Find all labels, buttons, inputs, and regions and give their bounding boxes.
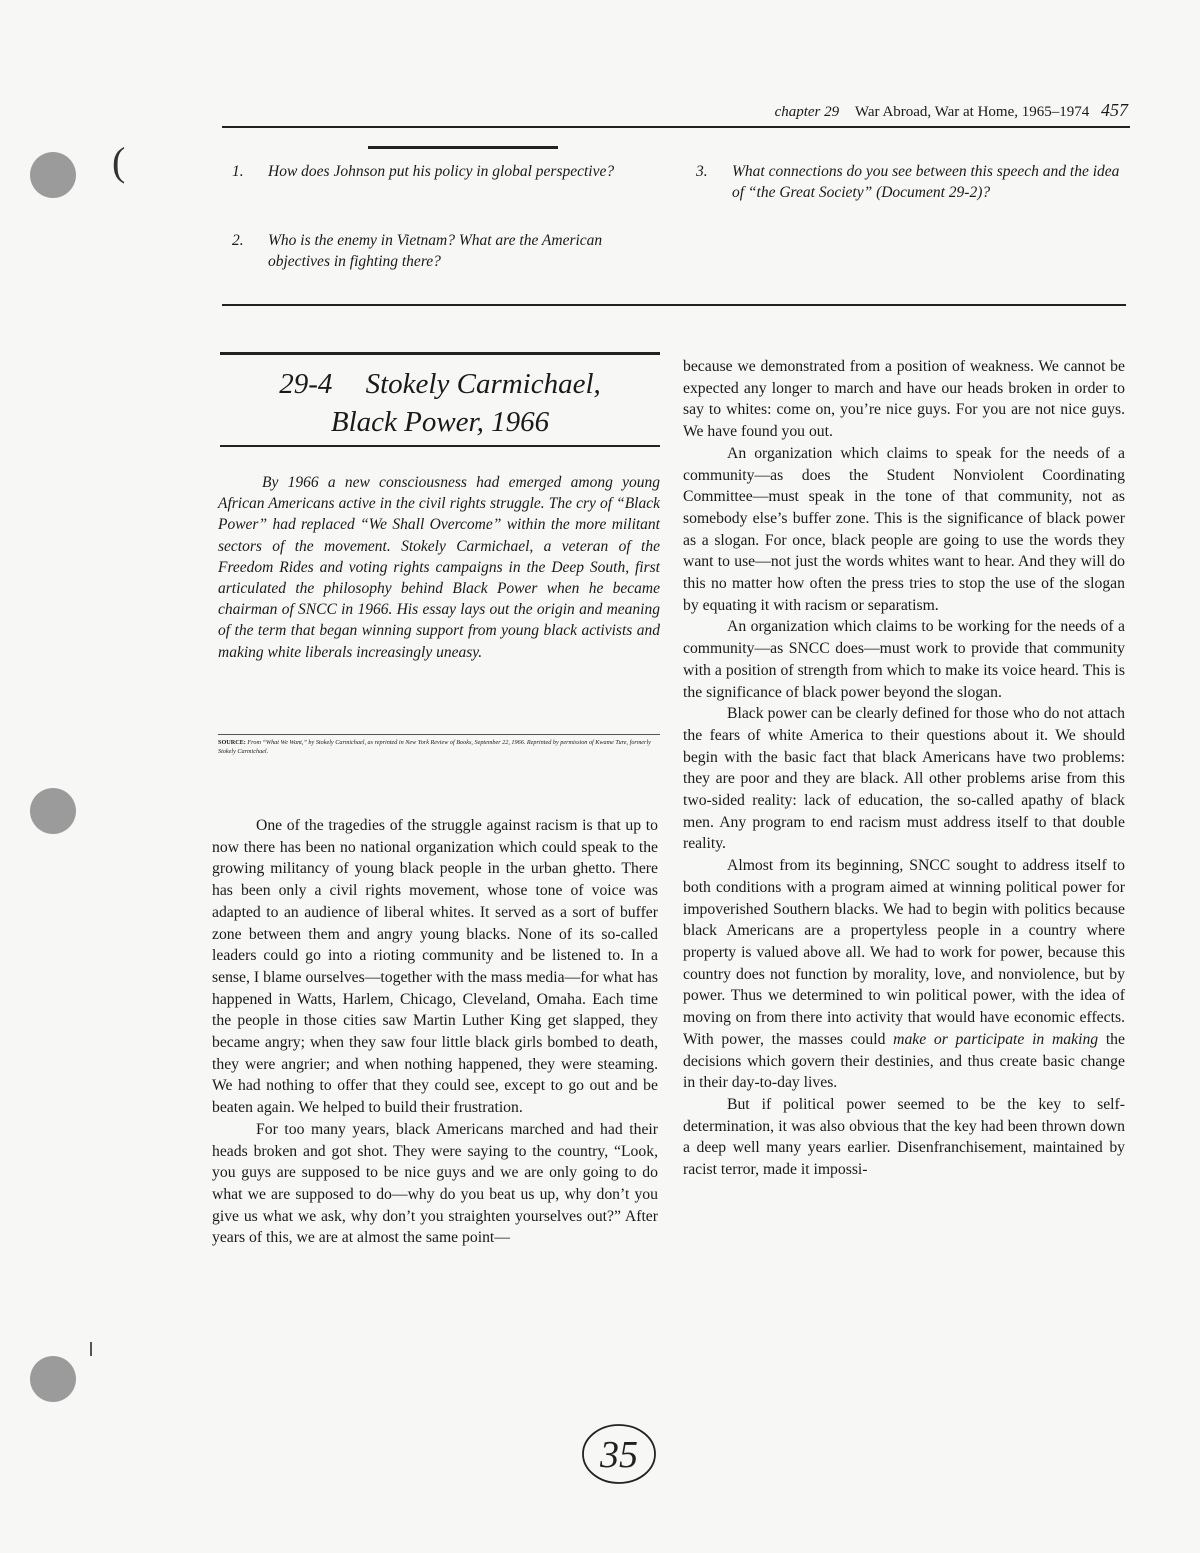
- body-paragraph: But if political power seemed to be the key to self-determination, it was also obvious that the key had been thrown down a deep well many years earlier. Disenfranchisement, maintained by racist terror, made it impossi-: [683, 1095, 1125, 1179]
- question-3: 3. What connections do you see between this speech and the idea of “the Great Society” (Document 29-2)?: [696, 163, 1120, 201]
- question-2: 2. Who is the enemy in Vietnam? What are the American objectives in fighting there?: [232, 232, 603, 270]
- body-column-left: [212, 815, 658, 1249]
- running-header: [775, 100, 1128, 121]
- document-intro: By 1966 a new consciousness had emerged among young African Americans active in the civil rights struggle. The cry of “Black Power” had replaced “We Shall Overcome” within the more militant sectors of the movement. Stokely Carmichael, a veteran of the Freedom Rides and voting rights campaigns in the Deep South, first articulated the philosophy behind Black Power when he became chairman of SNCC in 1966. His essay lays out the origin and meaning of the term that began winning support from young black activists and making white liberals increasingly uneasy.: [218, 474, 660, 661]
- title-top-rule: [220, 352, 660, 355]
- handwritten-page-number: [580, 1420, 658, 1486]
- binder-hole-bottom: [30, 1356, 76, 1402]
- questions-top-rule: [368, 146, 558, 149]
- body-paragraph-continuation: because we demonstrated from a position of weakness. We cannot be expected any longer to march and have our heads broken in order to say to whites: come on, you’re nice guys. For you are not nice guys. We have found you out.: [683, 358, 1125, 441]
- source-note: SOURCE: From “What We Want,” by Stokely Carmichael, as reprinted in New York Review of Books, September 22, 1966. Reprinted by permission of Kwame Ture, formerly Stokely Carmichael.: [218, 739, 651, 755]
- document-title-line1: Stokely Carmichael,: [365, 368, 601, 400]
- body-paragraph: Almost from its beginning, SNCC sought to address itself to both conditions with a program aimed at winning political power for impoverished Southern blacks. We had to begin with politics because black Americans are a propertyless people in a country where property is valued above all. We had to work for power, because this country does not function by morality, love, and nonviolence, but by power. Thus we determined to win political power, with the idea of moving on from there into activity that would have economic effects. With power, the masses could make or participate in making the decisions which govern their destinies, and thus create basic change in their day-to-day lives.: [683, 857, 1125, 1092]
- handwritten-number-text: 35: [600, 1434, 638, 1476]
- margin-pencil-tick: [90, 1342, 92, 1356]
- body-paragraph: One of the tragedies of the struggle against racism is that up to now there has been no national organization which could speak to the growing militancy of young black people in the urban ghetto. There has been only a civil rights movement, whose tone of voice was adapted to an audience of liberal whites. It served as a sort of buffer zone between them and angry young blacks. None of its so-called leaders could go into a rioting community and be listened to. In a sense, I blame ourselves—together with the mass media—for what has happened in Watts, Harlem, Chicago, Cleveland, Omaha. Each time the people in those cities saw Martin Luther King get slapped, they became angry; when they saw four little black girls bombed to death, they were angrier; and when nothing happened, they were steaming. We had nothing to offer that they could see, except to go out and be beaten again. We helped to build their frustration.: [212, 817, 658, 1117]
- header-rule: [222, 126, 1130, 128]
- margin-pencil-mark: (: [112, 139, 126, 184]
- questions-bottom-rule: [222, 304, 1126, 306]
- binder-hole-middle: [30, 788, 76, 834]
- body-paragraph: An organization which claims to be working for the needs of a community—as SNCC does—must work to provide that community with a position of strength from which to make its voice heard. This is the significance of black power beyond the slogan.: [683, 618, 1125, 701]
- source-rule: [218, 734, 660, 735]
- header-chapter: chapter 29: [774, 104, 840, 120]
- question-1: 1. How does Johnson put his policy in global perspective?: [232, 163, 615, 180]
- body-paragraph: An organization which claims to speak for the needs of a community—as does the Student Nonviolent Coordinating Committee—must speak in the tone of that community, not as somebody else’s buffer zone. This is the significance of black power as a slogan. For once, black people are going to use the words they want to use—not just the words whites want to hear. And they will do this no matter how often the press tries to stop the use of the slogan by equating it with racism or separatism.: [683, 444, 1125, 614]
- body-paragraph: For too many years, black Americans marched and had their heads broken and got shot. They were saying to the country, “Look, you guys are supposed to be nice guys and we are only going to do what we are supposed to do—why do you beat us up, why don’t you give us what we ask, why don’t you straighten yourselves out?” After years of this, we are at almost the same point—: [212, 1120, 658, 1247]
- document-title-line2: Black Power, 1966: [330, 406, 550, 438]
- header-section: War Abroad, War at Home, 1965–1974: [854, 104, 1090, 120]
- document-number: 29-4: [279, 368, 333, 400]
- body-column-right: [683, 356, 1125, 1181]
- body-paragraph: Black power can be clearly defined for those who do not attach the fears of white America to their questions about it. We should begin with the basic fact that black Americans have two problems: they are poor and they are black. All other problems arise from this two-sided reality: lack of education, the so-called apathy of black men. Any program to end racism must address itself to that double reality.: [683, 705, 1125, 853]
- document-title: [220, 365, 660, 441]
- title-bottom-rule: [220, 445, 660, 447]
- handwritten-circle: [580, 1420, 658, 1486]
- header-page-number: 457: [1101, 100, 1128, 120]
- binder-hole-top: [30, 152, 76, 198]
